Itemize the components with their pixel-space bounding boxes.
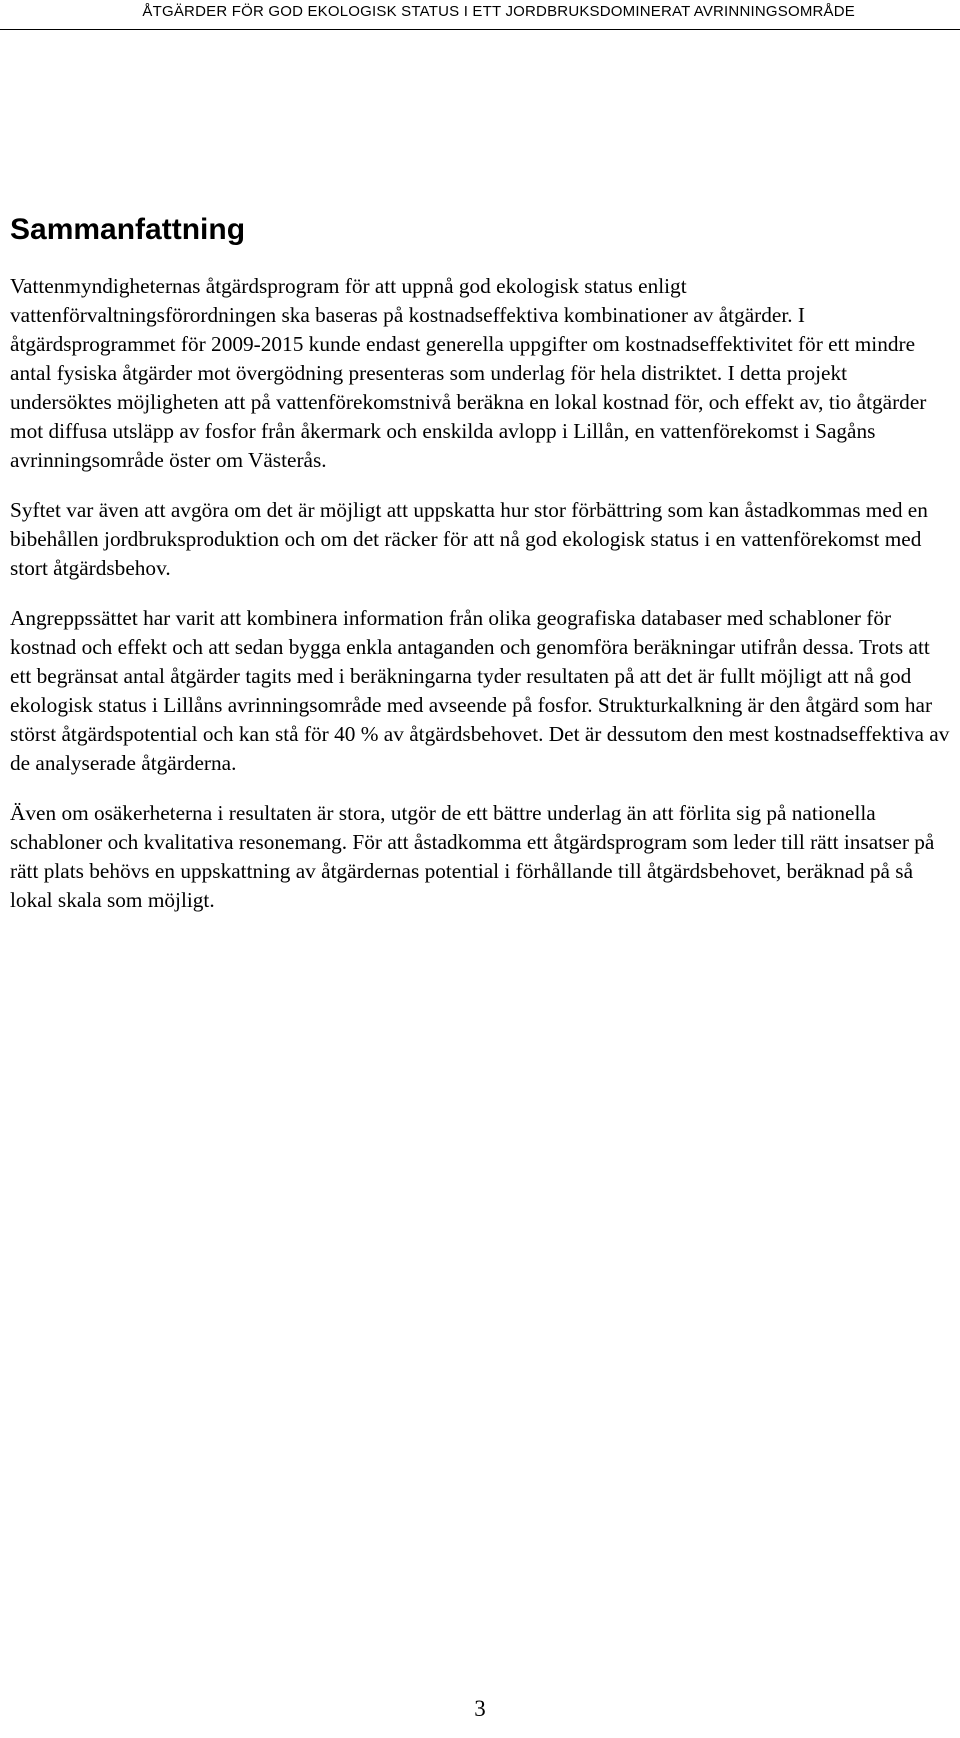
paragraph: Syftet var även att avgöra om det är möjligt att uppskatta hur stor förbättring som kan åstadkommas med en bibehållen jordbruksproduktion och om det räcker för att nå god ekologisk status i en vattenförekomst med stort åtgärdsbehov. [10, 498, 928, 580]
paragraph: Vattenmyndigheternas åtgärdsprogram för att uppnå god ekologisk status enligt vattenförvaltningsförordningen ska baseras på kostnadseffektiva kombinationer av åtgärder. I åtgärdsprogrammet för 2009-2015 kunde endast generella uppgifter om kostnadseffektivitet för ett mindre antal fysiska åtgärder mot övergödning presenteras som underlag för hela distriktet. I detta projekt undersöktes möjligheten att på vattenförekomstnivå beräkna en lokal kostnad för, och effekt av, tio åtgärder mot diffusa utsläpp av fosfor från åkermark och enskilda avlopp i Lillån, en vattenförekomst i Sagåns avrinningsområde öster om Västerås. [10, 274, 927, 472]
running-header [0, 0, 960, 30]
running-header-title: ÅTGÄRDER FÖR GOD EKOLOGISK STATUS I ETT JORDBRUKSDOMINERAT AVRINNINGSOMRÅDE [142, 3, 855, 20]
section-title: Sammanfattning [10, 213, 246, 246]
page-number: 3 [474, 1696, 486, 1721]
paragraph: Angreppssättet har varit att kombinera information från olika geografiska databaser med schabloner för kostnad och effekt och att sedan bygga enkla antaganden och genomföra beräkningar utifrån dessa. Trots att ett begränsat antal åtgärder tagits med i beräkningarna tyder resultaten på att det är fullt möjligt att nå god ekologisk status i Lillåns avrinningsområde med avseende på fosfor. Strukturkalkning är den åtgärd som har störst åtgärdspotential och kan stå för 40 % av åtgärdsbehovet. Det är dessutom den mest kostnadseffektiva av de analyserade åtgärderna. [10, 606, 950, 775]
document-body [10, 212, 950, 936]
paragraph: Även om osäkerheterna i resultaten är stora, utgör de ett bättre underlag än att förlita sig på nationella schabloner och kvalitativa resonemang. För att åstadkomma ett åtgärdsprogram som leder till rätt insatser på rätt plats behövs en uppskattning av åtgärdernas potential i förhållande till åtgärdsbehovet, beräknad på så lokal skala som möjligt. [10, 801, 935, 912]
